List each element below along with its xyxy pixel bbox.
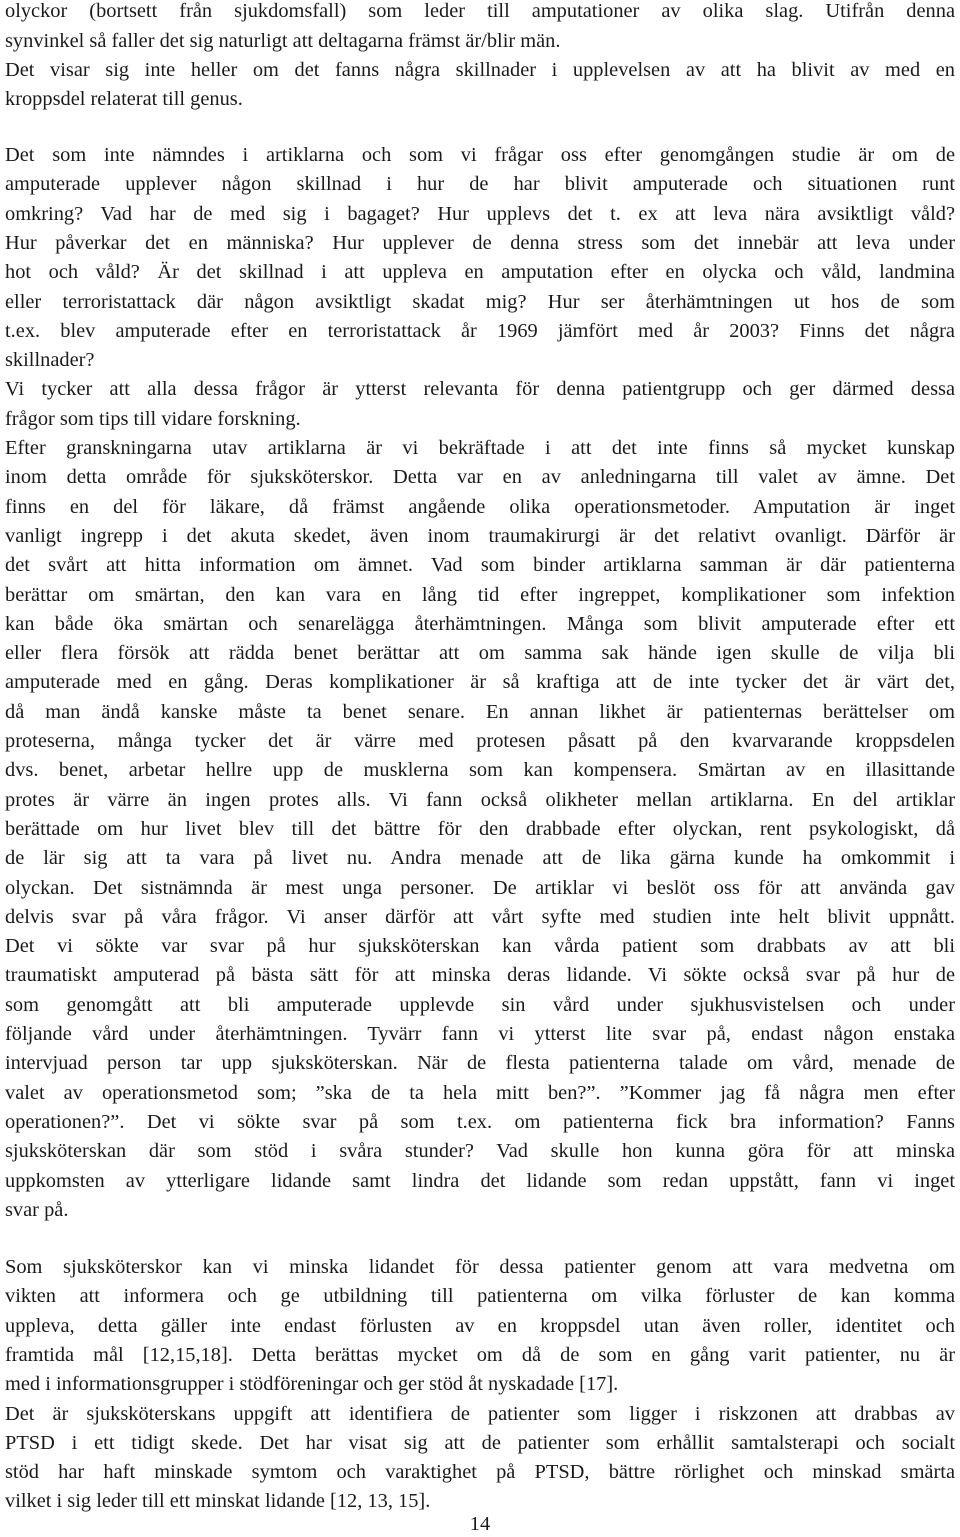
text-line: synvinkel så faller det sig naturligt att deltagarna främst är/blir män. — [5, 29, 561, 52]
text-line: kan både öka smärtan och senarelägga återhämtningen. Många som blivit amputerade efter ett — [5, 612, 955, 635]
text-line: Hur påverkar det en människa? Hur upplever de denna stress som det innebär att leva under — [5, 231, 955, 254]
text-line: Vi tycker att alla dessa frågor är ytterst relevanta för denna patientgrupp och ger därmed dessa — [5, 378, 955, 401]
text-line: hot och våld? Är det skillnad i att uppleva en amputation efter en olycka och våld, landmina — [5, 261, 955, 284]
text-line: PTSD i ett tidigt skede. Det har visat sig att de patienter som erhållit samtalsterapi och socialt — [5, 1431, 955, 1454]
text-line: Det vi sökte var svar på hur sjuksköterskan kan vårda patient som drabbats av att bli — [5, 935, 955, 958]
text-line: olyckor (bortsett från sjukdomsfall) som leder till amputationer av olika slag. Utifrån denna — [5, 0, 955, 22]
text-line: delvis svar på våra frågor. Vi anser därför att vårt syfte med studien inte helt blivit uppnått. — [5, 905, 955, 928]
text-line: protes är värre än ingen protes alls. Vi fann också olikheter mellan artiklarna. En del artiklar — [5, 788, 955, 811]
text-line: sjuksköterskan där som stöd i svåra stunder? Vad skulle hon kunna göra för att minska — [5, 1140, 955, 1163]
text-line: berättade om hur livet blev till det bättre för den drabbade efter olyckan, rent psykologiskt, då — [5, 817, 955, 840]
text-line: traumatiskt amputerad på bästa sätt för att minska deras lidande. Vi sökte också svar på hur de — [5, 964, 955, 987]
text-line: skillnader? — [5, 349, 95, 372]
text-line: kroppsdel relaterat till genus. — [5, 88, 243, 110]
text-line: operationen?”. Det vi sökte svar på som t.ex. om patienterna fick bra information? Fanns — [5, 1110, 955, 1133]
text-line: eller terroristattack där någon avsiktligt skadat mig? Hur ser återhämtningen ut hos de som — [5, 290, 955, 313]
text-line: omkring? Vad har de med sig i bagaget? Hur upplevs det t. ex att leva nära avsiktligt våld? — [5, 202, 955, 225]
text-line: Det som inte nämndes i artiklarna och som vi frågar oss efter genomgången studie är om de — [5, 144, 955, 166]
text-line: som genomgått att bli amputerade upplevde sin vård under sjukhusvistelsen och under — [5, 993, 955, 1016]
text-line: det svårt att hitta information om ämnet. Vad som binder artiklarna samman är där patienterna — [5, 554, 955, 577]
text-line: amputerade med en gång. Deras komplikationer är så kraftiga att de inte tycker det är värt det, — [5, 671, 955, 694]
text-line: dvs. benet, arbetar hellre upp de musklerna som kan kompensera. Smärtan av en illasittande — [5, 759, 955, 782]
text-line: olyckan. Det sistnämnda är mest unga personer. De artiklar vi beslöt oss för att använda gav — [5, 876, 955, 899]
text-line: Som sjuksköterskor kan vi minska lidandet för dessa patienter genom att vara medvetna om — [5, 1256, 955, 1278]
text-line: vanligt ingrepp i det akuta skedet, även inom traumakirurgi är det relativt ovanligt. Därför är — [5, 524, 955, 547]
text-line: valet av operationsmetod som; ”ska de ta hela mitt ben?”. ”Kommer jag få några men efter — [5, 1081, 955, 1104]
text-line: Det visar sig inte heller om det fanns några skillnader i upplevelsen av att ha blivit av med en — [5, 58, 955, 81]
text-line: stöd har haft minskade symtom och varaktighet på PTSD, bättre rörlighet och minskad smärta — [5, 1461, 955, 1484]
text-line: amputerade upplever någon skillnad i hur de har blivit amputerade och situationen runt — [5, 173, 955, 196]
text-line: de lär sig att ta vara på livet nu. Andra menade att de lika gärna kunde ha omkommit i — [5, 847, 955, 870]
text-line: berättar om smärtan, den kan vara en lång tid efter ingreppet, komplikationer som infektion — [5, 583, 955, 606]
text-line: då man ändå kanske måste ta benet senare. En annan likhet är patienternas berättelser om — [5, 700, 955, 723]
text-line: uppleva, detta gäller inte endast förlusten av en kroppsdel utan även roller, identitet och — [5, 1314, 955, 1337]
text-line: svar på. — [5, 1198, 69, 1221]
text-line: proteserna, många tycker det är värre med protesen påsatt på den kvarvarande kroppsdelen — [5, 730, 955, 752]
text-line: finns en del för läkare, då främst angående olika operationsmetoder. Amputation är inget — [5, 495, 955, 518]
text-line: vilket i sig leder till ett minskat lidande [12, 13, 15]. — [5, 1490, 431, 1513]
text-line: Efter granskningarna utav artiklarna är vi bekräftade i att det inte finns så mycket kunskap — [5, 437, 955, 459]
text-line: uppkomsten av ytterligare lidande samt lindra det lidande som redan uppstått, fann vi inget — [5, 1169, 955, 1192]
text-line: frågor som tips till vidare forskning. — [5, 407, 301, 430]
text-line: vikten att informera och ge utbildning till patienterna om vilka förluster de kan komma — [5, 1285, 955, 1308]
text-line: t.ex. blev amputerade efter en terroristattack år 1969 jämfört med år 2003? Finns det några — [5, 319, 955, 342]
page-number: 14 — [469, 1513, 491, 1535]
text-line: följande vård under återhämtningen. Tyvärr fann vi ytterst lite svar på, endast någon enstaka — [5, 1023, 955, 1045]
text-line: intervjuad person tar upp sjuksköterskan. När de flesta patienterna talade om vård, menade de — [5, 1052, 955, 1075]
text-line: eller flera försök att rädda benet berättar att om samma sak hände igen skulle de vilja bli — [5, 642, 955, 665]
text-line: med i informationsgrupper i stödföreningar och ger stöd åt nyskadade [17]. — [5, 1373, 619, 1396]
text-line: inom detta område för sjuksköterskor. Detta var en av anledningarna till valet av ämne. Det — [5, 466, 955, 489]
text-line: Det är sjuksköterskans uppgift att identifiera de patienter som ligger i riskzonen att drabbas av — [5, 1402, 955, 1425]
text-line: framtida mål [12,15,18]. Detta berättas mycket om då de som en gång varit patienter, nu är — [5, 1343, 955, 1366]
